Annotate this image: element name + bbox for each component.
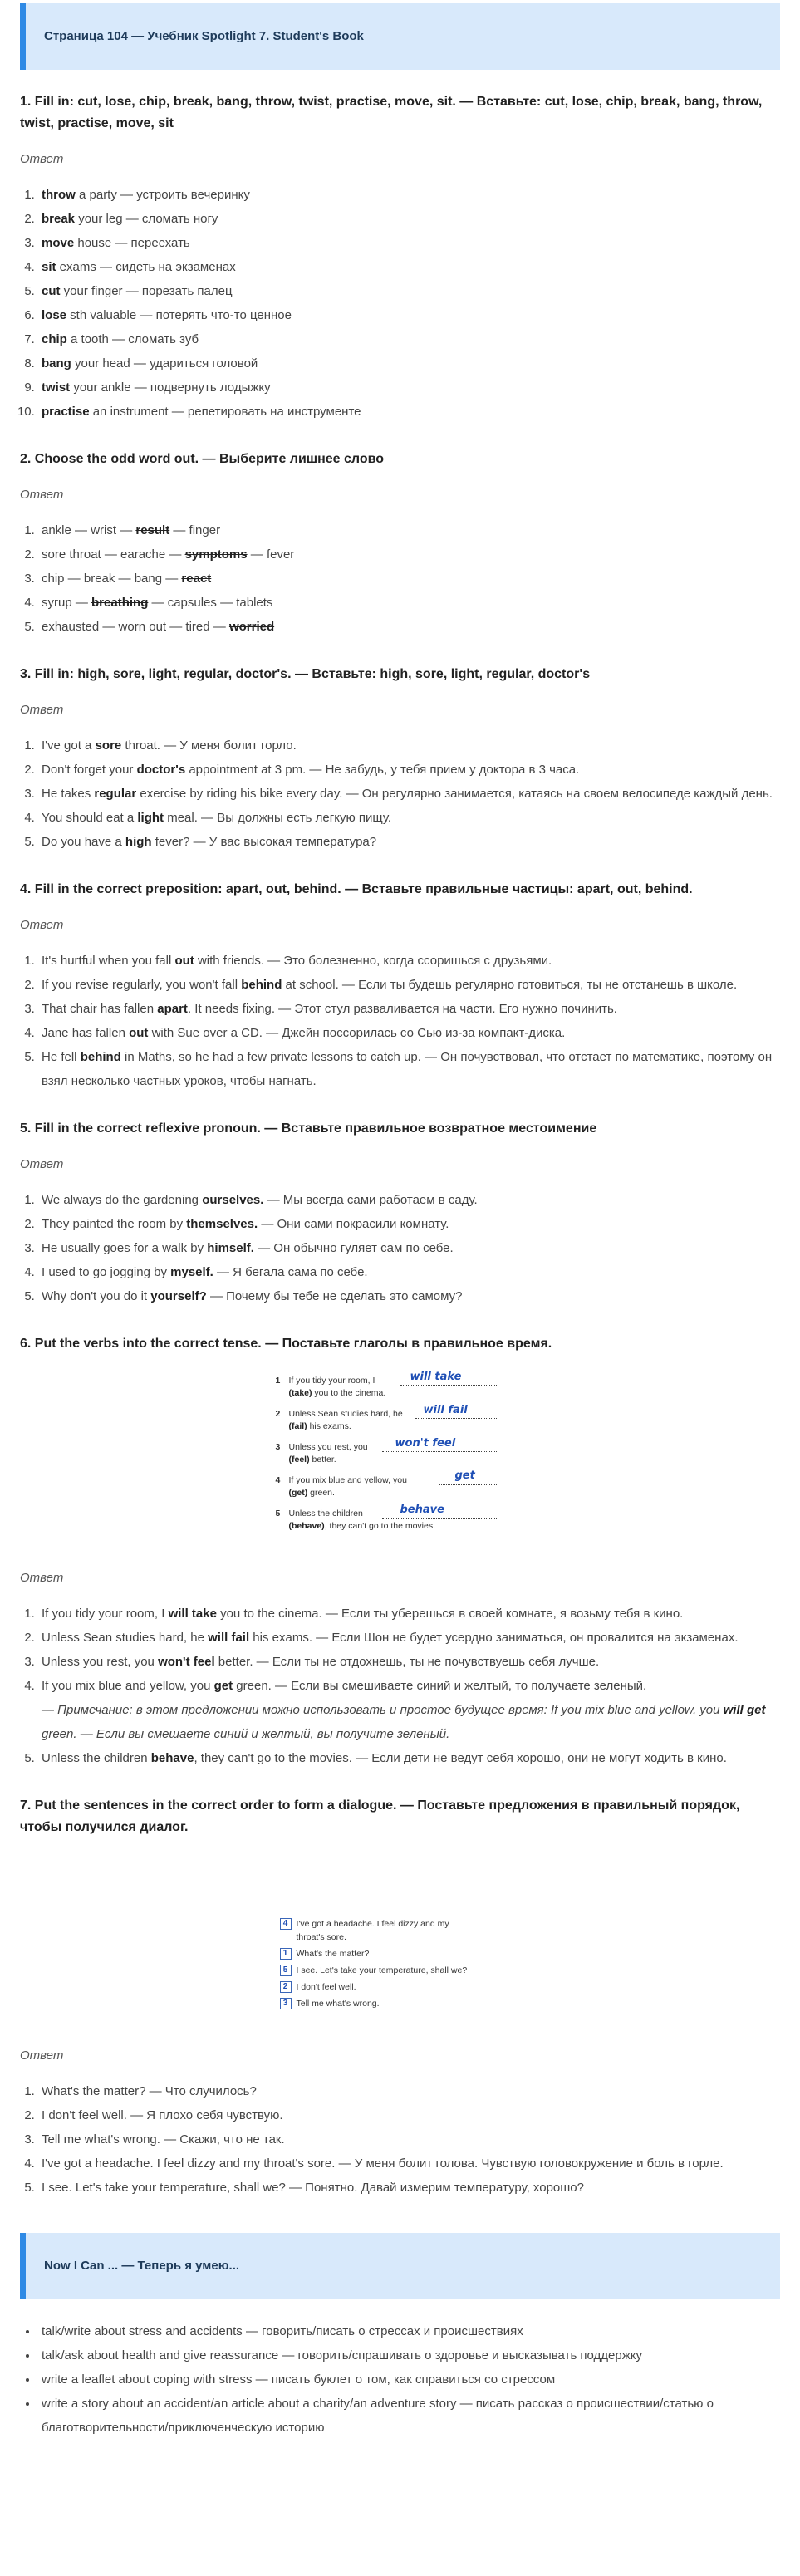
list-item [38, 1212, 780, 1236]
answer-text: fever? — У вас высокая температура? [151, 835, 377, 849]
answer-label: Ответ [20, 1571, 64, 1585]
list-item [38, 1045, 780, 1093]
item-number: 2 [275, 1409, 281, 1419]
note-answer-word: will get [723, 1703, 766, 1717]
exercise-5-answers [20, 1188, 780, 1308]
odd-word: result [135, 523, 170, 537]
note-text: — Примечание: в этом предложении можно использовать и простое будущее время: [42, 1703, 552, 1717]
answer-text: your head — удариться головой [71, 356, 258, 370]
answer-text: exams — сидеть на экзаменах [56, 260, 236, 274]
list-item [38, 830, 780, 854]
answer-text: exhausted — worn out — tired — [42, 620, 229, 634]
exercise-1-answers [20, 183, 780, 424]
answer-word: behind [241, 978, 282, 992]
order-box: 3 [280, 1998, 292, 2009]
figure-line: I see. Let's take your temperature, shall we? [296, 1965, 468, 1975]
answer-text: in Maths, so he had a few private lessons to catch up. — Он почувствовал, что отстает по математике, поэтому он взял несколько частных уроков, чтобы нагнать. [42, 1050, 773, 1088]
list-item [38, 1674, 780, 1746]
now-i-can-title: Now I Can ... — Теперь я умею... [44, 2259, 240, 2273]
answer-word: break [42, 212, 76, 226]
exercise-6-textbook-image [276, 1371, 525, 1542]
answer-text: If you mix blue and yellow, you [42, 1679, 214, 1693]
figure-line: I've got a headache. I feel dizzy and my [296, 1919, 449, 1929]
list-item [38, 327, 780, 351]
answer-text: your finger — порезать палец [60, 284, 233, 298]
answer-word: high [125, 835, 152, 849]
answer-text: at school. — Если ты будешь регулярно готовиться, ты не отстанешь в школе. [282, 978, 738, 992]
answer-text: syrup — [42, 596, 92, 610]
answer-word: bang [42, 356, 71, 370]
answer-label: Ответ [20, 703, 64, 717]
exercise-2-title: 2. Choose the odd word out. — Выберите лишнее слово [20, 452, 385, 466]
answer-text: sth valuable — потерять что-то ценное [66, 308, 292, 322]
list-item: • talk/ask about health and give reassurance — говорить/спрашивать о здоровье и высказывать поддержку [38, 2343, 780, 2367]
verb-hint: (fail) [288, 1421, 307, 1431]
answer-text: better. — Если ты не отдохнешь, ты не почувствуешь себя лучше. [214, 1655, 600, 1669]
answer-text: , they can't go to the movies. — Если дети не ведут себя хорошо, они не могут ходить в кино. [194, 1751, 727, 1765]
answer-text: — Мы всегда сами работаем в саду. [263, 1193, 478, 1207]
answer-text: Do you have a [42, 835, 125, 849]
list-item [38, 255, 780, 279]
answer-text: — Он обычно гуляет сам по себе. [253, 1241, 454, 1255]
list-item: 4. I've got a headache. I feel dizzy and my throat's sore. — У меня болит голова. Чувствую головокружение и боль в горле. [38, 2152, 780, 2176]
answer-word: chip [42, 332, 67, 346]
list-item: 3. Tell me what's wrong. — Скажи, что не так. [38, 2127, 780, 2152]
list-item [38, 303, 780, 327]
answer-label: Ответ [20, 152, 64, 166]
figure-line: green. [307, 1488, 335, 1498]
answer-text: — capsules — tablets [148, 596, 273, 610]
list-item [38, 1284, 780, 1308]
list-item [38, 1602, 780, 1626]
answer-text: Unless Sean studies hard, he [42, 1631, 209, 1645]
answer-word: out [174, 954, 194, 968]
answer-word: throw [42, 188, 76, 202]
exercise-7-title: 7. Put the sentences in the correct order to form a dialogue. — Поставьте предложения в правильный порядок, чтобы получился диалог. [20, 1798, 740, 1834]
list-item [38, 949, 780, 973]
answer-text: you to the cinema. — Если ты уберешься в своей комнате, я возьму тебя в кино. [216, 1607, 684, 1621]
handwritten-answer: will fail [423, 1404, 468, 1416]
item-number: 3 [275, 1442, 281, 1452]
answer-text: He takes [42, 787, 95, 801]
list-item [38, 351, 780, 375]
item-number: 4 [275, 1475, 281, 1485]
answer-word: practise [42, 405, 90, 419]
figure-line: his exams. [307, 1421, 351, 1431]
list-item: • write a story about an accident/an article about a charity/an adventure story — писать рассказ о происшествии/статью о благотворительности/приключенческую историю [38, 2392, 780, 2440]
exercise-4-title: 4. Fill in the correct preposition: apart, out, behind. — Вставьте правильные частицы: apart, out, behind. [20, 882, 693, 896]
list-item [38, 758, 780, 782]
answer-text: meal. — Вы должны есть легкую пищу. [164, 811, 392, 825]
handwritten-answer: get [454, 1470, 475, 1482]
answer-word: sore [95, 738, 122, 753]
order-box: 4 [280, 1918, 292, 1930]
answer-text: I used to go jogging by [42, 1265, 171, 1279]
answer-label: Ответ [20, 918, 64, 932]
figure-line: Tell me what's wrong. [296, 1999, 380, 2009]
list-item [38, 782, 780, 806]
list-item: 2. I don't feel well. — Я плохо себя чувствую. [38, 2103, 780, 2127]
answer-word: get [213, 1679, 233, 1693]
figure-line: If you mix blue and yellow, you [288, 1475, 407, 1485]
figure-line: Unless Sean studies hard, he [288, 1409, 403, 1419]
answer-word: light [137, 811, 164, 825]
handwritten-answer: won't feel [395, 1437, 456, 1450]
answer-word: will fail [208, 1631, 250, 1645]
answer-text: You should eat a [42, 811, 138, 825]
answer-word: twist [42, 380, 71, 395]
answer-word: will take [168, 1607, 217, 1621]
exercise-2-answers [20, 518, 780, 639]
figure-line: throat's sore. [296, 1932, 346, 1942]
answer-text: Don't forget your [42, 763, 137, 777]
item-number: 1 [275, 1376, 281, 1386]
exercise-6-answers [20, 1602, 780, 1770]
exercise-6-title: 6. Put the verbs into the correct tense. — Поставьте глаголы в правильное время. [20, 1337, 552, 1351]
list-item [38, 400, 780, 424]
list-item [38, 1626, 780, 1650]
answer-label: Ответ [20, 488, 64, 502]
order-box: 5 [280, 1965, 292, 1976]
answer-text: Unless you rest, you [42, 1655, 159, 1669]
answer-text: throat. — У меня болит горло. [121, 738, 297, 753]
answer-text: That chair has fallen [42, 1002, 158, 1016]
answer-word: cut [42, 284, 61, 298]
list-item [38, 615, 780, 639]
answer-text: — finger [169, 523, 221, 537]
handwritten-answer: behave [400, 1504, 444, 1516]
note-text: green. [42, 1727, 77, 1741]
answer-word: out [129, 1026, 149, 1040]
figure-line: better. [309, 1455, 336, 1465]
answer-word: ourselves. [202, 1193, 264, 1207]
answer-word: apart [157, 1002, 188, 1016]
list-item [38, 806, 780, 830]
exercise-3-title: 3. Fill in: high, sore, light, regular, doctor's. — Вставьте: high, sore, light, regular, doctor's [20, 667, 591, 681]
order-box: 1 [280, 1948, 292, 1960]
odd-word: symptoms [184, 547, 248, 562]
answer-text: ankle — wrist — [42, 523, 136, 537]
now-i-can-banner [20, 2233, 780, 2299]
answer-word: lose [42, 308, 67, 322]
grammar-note [42, 1698, 780, 1746]
answer-word: won't feel [158, 1655, 215, 1669]
answer-text: with Sue over a CD. — Джейн поссорилась со Сью из-за компакт-диска. [148, 1026, 566, 1040]
answer-text: your leg — сломать ногу [75, 212, 218, 226]
odd-word: react [181, 572, 212, 586]
exercise-4-answers [20, 949, 780, 1093]
answer-word: behave [150, 1751, 194, 1765]
answer-word: sit [42, 260, 56, 274]
list-item: • write a leaflet about coping with stress — писать буклет о том, как справиться со стрессом [38, 2367, 780, 2392]
list-item [38, 1746, 780, 1770]
list-item [38, 997, 780, 1021]
list-item [38, 542, 780, 567]
note-text: — Если вы смешаете синий и желтый, вы получите зеленый. [76, 1727, 450, 1741]
page-header-title: Страница 104 — Учебник Spotlight 7. Student's Book [44, 29, 364, 43]
exercise-5-title: 5. Fill in the correct reflexive pronoun. — Вставьте правильное возвратное местоимение [20, 1121, 597, 1136]
answer-text: — fever [247, 547, 295, 562]
list-item [38, 591, 780, 615]
list-item [38, 1236, 780, 1260]
verb-hint: (feel) [288, 1455, 310, 1465]
exercise-7-answers [20, 2079, 780, 2200]
figure-line: If you tidy your room, I [288, 1376, 375, 1386]
list-item [38, 1260, 780, 1284]
answer-text: If you tidy your room, I [42, 1607, 169, 1621]
odd-word: worried [228, 620, 275, 634]
answer-text: Why don't you do it [42, 1289, 151, 1303]
list-item: 1. What's the matter? — Что случилось? [38, 2079, 780, 2103]
odd-word: breathing [91, 596, 149, 610]
answer-word: myself. [170, 1265, 213, 1279]
answer-text: I've got a [42, 738, 96, 753]
answer-text: — Почему бы тебе не сделать это самому? [206, 1289, 463, 1303]
answer-text: Unless the children [42, 1751, 151, 1765]
answer-text: We always do the gardening [42, 1193, 203, 1207]
answer-text: exercise by riding his bike every day. — Он регулярно занимается, катаясь на своем велосипеде каждый день. [136, 787, 773, 801]
figure-line: Unless you rest, you [288, 1442, 368, 1452]
list-item [38, 518, 780, 542]
answer-word: himself. [207, 1241, 254, 1255]
now-i-can-list [20, 2319, 780, 2440]
list-item [38, 375, 780, 400]
list-item [38, 279, 780, 303]
answer-text: If you revise regularly, you won't fall [42, 978, 242, 992]
figure-line: , they can't go to the movies. [324, 1521, 436, 1531]
answer-text: an instrument — репетировать на инструменте [89, 405, 361, 419]
list-item [38, 1650, 780, 1674]
answer-text: Jane has fallen [42, 1026, 130, 1040]
answer-word: themselves. [186, 1217, 258, 1231]
answer-word: doctor's [136, 763, 186, 777]
answer-label: Ответ [20, 2049, 64, 2063]
figure-line: What's the matter? [296, 1949, 370, 1959]
figure-line: I don't feel well. [296, 1982, 356, 1992]
answer-text: a tooth — сломать зуб [66, 332, 199, 346]
answer-text: — Я бегала сама по себе. [213, 1265, 368, 1279]
list-item [38, 231, 780, 255]
list-item [38, 734, 780, 758]
answer-text: his exams. — Если Шон не будет усердно заниматься, он провалится на экзаменах. [249, 1631, 739, 1645]
answer-text: He usually goes for a walk by [42, 1241, 208, 1255]
answer-text: green. — Если вы смешиваете синий и желтый, то получаете зеленый. [233, 1679, 647, 1693]
order-box: 2 [280, 1981, 292, 1993]
list-item [38, 567, 780, 591]
answer-text: — Они сами покрасили комнату. [258, 1217, 449, 1231]
answer-label: Ответ [20, 1157, 64, 1171]
item-number: 5 [275, 1509, 281, 1519]
note-text: If you mix blue and yellow, you [551, 1703, 724, 1717]
list-item [38, 183, 780, 207]
answer-word: yourself? [150, 1289, 207, 1303]
answer-text: . It needs fixing. — Этот стул разваливается на части. Его нужно починить. [187, 1002, 617, 1016]
list-item [38, 207, 780, 231]
answer-text: chip — break — bang — [42, 572, 182, 586]
answer-text: house — переехать [74, 236, 190, 250]
answer-text: with friends. — Это болезненно, когда ссоришься с друзьями. [194, 954, 552, 968]
list-item: • talk/write about stress and accidents — говорить/писать о стрессах и происшествиях [38, 2319, 780, 2343]
answer-text: He fell [42, 1050, 81, 1064]
answer-text: a party — устроить вечеринку [75, 188, 250, 202]
verb-hint: (take) [288, 1388, 312, 1398]
answer-word: move [42, 236, 75, 250]
answer-text: your ankle — подвернуть лодыжку [70, 380, 271, 395]
list-item [38, 1021, 780, 1045]
answer-text: It's hurtful when you fall [42, 954, 175, 968]
exercise-7-textbook-image [280, 1918, 521, 2024]
verb-hint: (behave) [288, 1521, 325, 1531]
handwritten-answer: will take [410, 1371, 462, 1383]
figure-line: Unless the children [288, 1509, 363, 1519]
list-item: 5. I see. Let's take your temperature, shall we? — Понятно. Давай измерим температуру, хорошо? [38, 2176, 780, 2200]
list-item [38, 1188, 780, 1212]
exercise-3-answers [20, 734, 780, 854]
answer-text: appointment at 3 pm. — Не забудь, у тебя прием у доктора в 3 часа. [185, 763, 580, 777]
list-item [38, 973, 780, 997]
exercise-1-title: 1. Fill in: cut, lose, chip, break, bang, throw, twist, practise, move, sit. — Вставьте: cut, lose, chip, break, bang, throw, twist, practise, move, sit [20, 95, 763, 130]
answer-text: sore throat — earache — [42, 547, 185, 562]
answer-text: They painted the room by [42, 1217, 187, 1231]
verb-hint: (get) [288, 1488, 308, 1498]
answer-word: regular [94, 787, 137, 801]
figure-line: you to the cinema. [312, 1388, 386, 1398]
answer-word: behind [80, 1050, 121, 1064]
page-header-banner [20, 3, 780, 70]
